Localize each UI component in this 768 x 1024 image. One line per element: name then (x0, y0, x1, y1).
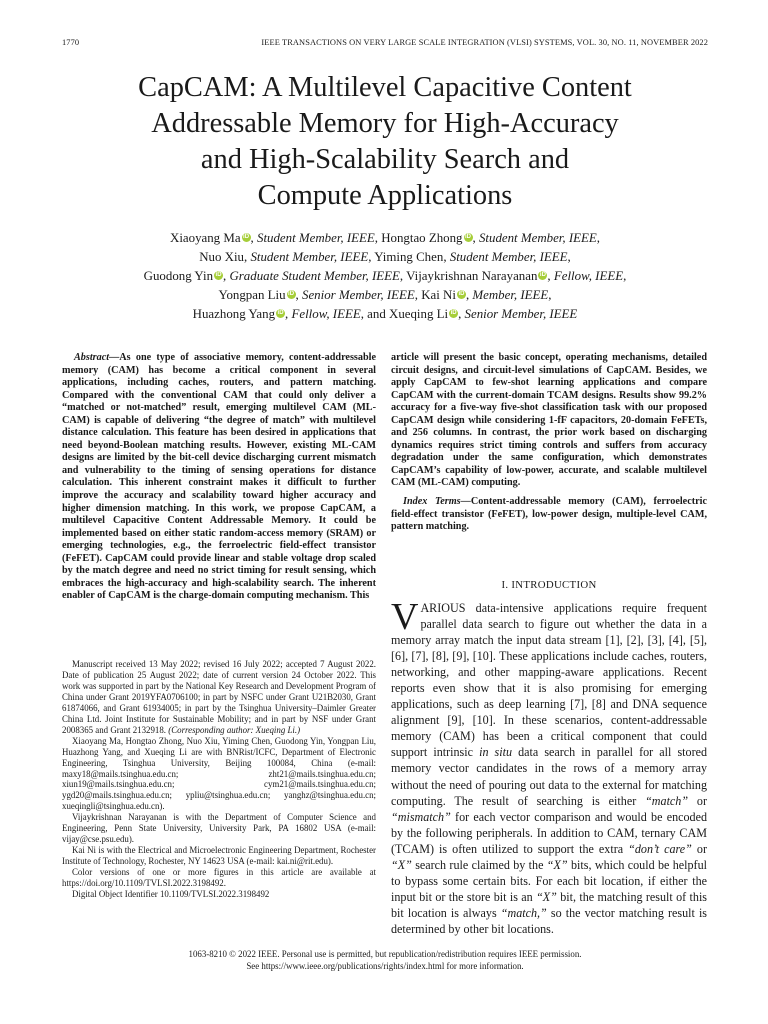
author-role: Senior Member, IEEE (302, 288, 415, 302)
intro-text: data-intensive applications require frequent parallel data search to figure out whether the data in a memory array match the input data stream [1], [2], [3], [4], [5], [6], [7], [8], [9], [10]. These applications include caches, routers, networking, and other mapping-aware applications. Recent reports even show that it is also promising for emerging applications, such as deep learning [7], [8] and DNA sequence alignment [9], [10]. In these scenarios, content-addressable memory (CAM) has been a critical component that could support intrinsic (391, 601, 707, 760)
abstract-label: Abstract— (74, 352, 120, 363)
footnote-affiliation: Xiaoyang Ma, Hongtao Zhong, Nuo Xiu, Yiming Chen, Guodong Yin, Yongpan Liu, Huazhong Yang, and Xueqing Li are with BNRist/ICFC, Department of Electronic Engineering, Tsinghua University, Beijing 100084, China (e-mail: maxy18@mails.tsinghua.edu.cn; zht21@mails.tsinghua.edu.cn; xiun19@mails.tsinghua.edu.cn; cym21@mails.tsinghua.edu.cn; ygd20@mails.tsinghua.edu.cn; ypliu@tsinghua.edu.cn; yanghz@tsinghua.edu.cn; xueqingli@tsinghua.edu.cn). (62, 735, 376, 812)
index-terms-label: Index Terms— (403, 496, 471, 508)
paper-title (60, 70, 710, 214)
intro-emphasis: “don’t care” (628, 841, 692, 856)
intro-text: or (688, 793, 707, 808)
right-column-top (391, 352, 707, 534)
section-number: I. (501, 579, 509, 591)
author-role: Student Member, IEEE (250, 250, 369, 264)
index-terms-text: Content-addressable memory (CAM), ferroelectric field-effect transistor (FeFET), low-power design, multiple-level CAM, pattern matching. (391, 496, 707, 533)
intro-text: bits, which could be helpful to bypass some certain bits. For each bit location, if either the input bit or the store bit is an (391, 857, 707, 904)
author-role: Student Member, IEEE (257, 231, 375, 245)
copyright-line: See https://www.ieee.org/publications/rights/index.html for more information. (246, 961, 524, 971)
copyright-notice (60, 948, 710, 972)
author-line: Yongpan Liu iD , Senior Member, IEEE, Kai Ni iD , Member, IEEE, (218, 288, 552, 302)
section-heading (391, 579, 707, 591)
author-name: Xueqing Li (389, 307, 449, 321)
intro-emphasis: “match,” (500, 905, 547, 920)
journal-name: IEEE TRANSACTIONS ON VERY LARGE SCALE INTEGRATION (VLSI) SYSTEMS, VOL. 30, NO. 11, NOVEMBER 2022 (261, 38, 708, 47)
intro-emphasis: in situ (479, 745, 513, 760)
author-name: Vijaykrishnan Narayanan (406, 269, 538, 283)
intro-text: for each vector comparison and would be encoded by the following peripherals. In addition to CAM, ternary CAM (TCAM) is often utilized to support the extra (391, 809, 707, 856)
section-title-rest: NTRODUCTION (515, 579, 597, 591)
intro-emphasis: “mismatch” (391, 809, 451, 824)
author-role: Graduate Student Member, IEEE (229, 269, 400, 283)
author-name: Huazhong Yang (192, 307, 276, 321)
title-line: Compute Applications (257, 180, 513, 211)
title-line: Addressable Memory for High-Accuracy (151, 108, 619, 139)
orcid-icon[interactable]: iD (450, 310, 457, 316)
corresponding-author: (Corresponding author: Xueqing Li.) (168, 724, 301, 735)
page-number: 1770 (62, 38, 80, 47)
author-name: Kai Ni (421, 288, 456, 302)
copyright-line: 1063-8210 © 2022 IEEE. Personal use is permitted, but republication/redistribution requires IEEE permission. (188, 949, 582, 959)
abstract-continued: article will present the basic concept, operating mechanisms, detailed circuit designs, and circuit-level simulations of CapCAM. Besides, we apply CapCAM to few-shot learning applications and compare CapCAM with the current-domain TCAM designs. Results show 99.2% accuracy for a five-way five-shot classification task with our proposed CapCAM design while considering 1-fF capacitors, 20-domain FeFETs, and 256 columns. In contrast, the prior work based on discharging dynamics requires strict timing controls and suffers from accuracy degradation under the same configuration, which demonstrates CapCAM’s capability of low-power, accurate, and scalable multilevel CAM (ML-CAM) computing. (391, 352, 707, 489)
author-role: Student Member, IEEE (449, 250, 568, 264)
author-name: Nuo Xiu (199, 250, 244, 264)
abstract-text: As one type of associative memory, content-addressable memory (CAM) has become a critical component in several applications, including caches, routers, and pattern matching. Compared with the conventional CAM that could only deliver a “matched or not-matched” result, emerging multilevel CAM (ML-CAM) is capable of delivering “the degree of match” with multilevel distance calculation. This feature has been desired in applications that need beyond-Boolean matching results. However, existing ML-CAM designs are limited by the bit-cell device discharging current mismatch and vulnerability to the timing of sensing operations for distance calculation. This inherent constraint makes it difficult to further improve the accuracy and scalability toward higher accuracy and higher dimension matching. In this work, we propose CapCAM, a multilevel Capacitive Content Addressable Memory. It could be implemented based on either static random-access memory (SRAM) or emerging technologies, e.g., the ferroelectric field-effect transistor (FeFET). CapCAM could provide linear and stable voltage drop scaled by the match degree and need no strict timing for result sensing, which embraces the high-accuracy and high-scalability search. The inherent enabler of CapCAM is the charge-domain computing mechanism. This (62, 352, 376, 602)
intro-emphasis: “X” (536, 889, 557, 904)
author-name: Guodong Yin (143, 269, 214, 283)
footnote-doi: Digital Object Identifier 10.1109/TVLSI.2022.3198492 (72, 889, 270, 900)
footnote-affiliation: Kai Ni is with the Electrical and Microelectronic Engineering Department, Rochester Institute of Technology, Rochester, NY 14623 USA (e-mail: kai.ni@rit.edu). (62, 845, 376, 867)
author-line: Guodong Yin iD , Graduate Student Member, IEEE, Vijaykrishnan Narayanan iD , Fellow, IEEE, (143, 269, 627, 283)
author-role: Fellow, IEEE (291, 307, 361, 321)
footnotes (62, 659, 376, 900)
section-title-initial: I (511, 579, 516, 591)
orcid-icon[interactable]: iD (243, 234, 250, 240)
author-role: Student Member, IEEE (478, 231, 597, 245)
orcid-icon[interactable]: iD (215, 272, 222, 278)
intro-text: or (691, 841, 707, 856)
index-terms (391, 496, 707, 534)
intro-text: bit, the matching result of this bit location is always (391, 889, 708, 920)
intro-emphasis: “match” (645, 793, 689, 808)
introduction-body (391, 596, 708, 937)
author-line: Xiaoyang Ma iD , Student Member, IEEE, Hongtao Zhong iD , Student Member, IEEE, (170, 231, 600, 245)
orcid-icon[interactable]: iD (539, 272, 546, 278)
intro-text: so the vector matching result is determined by other bit locations. (391, 905, 708, 936)
footnote-manuscript (62, 659, 376, 736)
author-name: Xiaoyang Ma (170, 231, 241, 245)
intro-text: data search in parallel for all stored memory vector candidates in the rows of a memory array without the need of pouring out data to the external for matching computing. The result of searching is either (391, 745, 708, 808)
author-role: Senior Member, IEEE (464, 307, 578, 321)
drop-cap: V (391, 596, 419, 638)
author-conjunction: and (367, 307, 386, 321)
author-name: Yongpan Liu (218, 288, 286, 302)
author-role: Member, IEEE (472, 288, 549, 302)
intro-emphasis: “X” (391, 857, 412, 872)
orcid-icon[interactable]: iD (288, 291, 295, 297)
author-role: Fellow, IEEE (553, 269, 624, 283)
intro-text: search rule claimed by the (411, 857, 547, 872)
abstract (62, 352, 376, 603)
author-list (60, 229, 710, 324)
author-line: Huazhong Yang iD , Fellow, IEEE, and Xueqing Li iD , Senior Member, IEEE (192, 307, 578, 321)
orcid-icon[interactable]: iD (465, 234, 472, 240)
author-name: Hongtao Zhong (381, 231, 463, 245)
intro-emphasis: “X” (546, 857, 568, 872)
footnote-color-versions: Color versions of one or more figures in this article are available at https://doi.org/10.1109/TVLSI.2022.3198492. (62, 867, 376, 889)
author-line: Nuo Xiu, Student Member, IEEE, Yiming Chen, Student Member, IEEE, (199, 250, 571, 264)
orcid-icon[interactable]: iD (277, 310, 284, 316)
author-name: Yiming Chen (374, 250, 444, 264)
title-line: and High-Scalability Search and (200, 144, 570, 175)
footnote-affiliation: Vijaykrishnan Narayanan is with the Department of Computer Science and Engineering, Penn State University, University Park, PA 16802 USA (e-mail: vijay@cse.psu.edu). (62, 812, 376, 845)
footnote-text: Manuscript received 13 May 2022; revised 16 July 2022; accepted 7 August 2022. Date of publication 25 August 2022; date of current version 24 October 2022. This work was supported in part by the National Key Research and Development Program of China under Grant 2019YFA0706100; in part by NSFC under Grant U21B2030, Grant 61874066, and Grant 61934005; in part by the Tsinghua University–Daimler Greater China Ltd. Joint Institute for Sustainable Mobility; and in part by NSF under Grant 2008365 and Grant 2132918. (62, 659, 376, 735)
intro-first-word: ARIOUS (420, 601, 466, 615)
orcid-icon[interactable]: iD (458, 291, 465, 297)
title-line: CapCAM: A Multilevel Capacitive Content (138, 72, 632, 103)
